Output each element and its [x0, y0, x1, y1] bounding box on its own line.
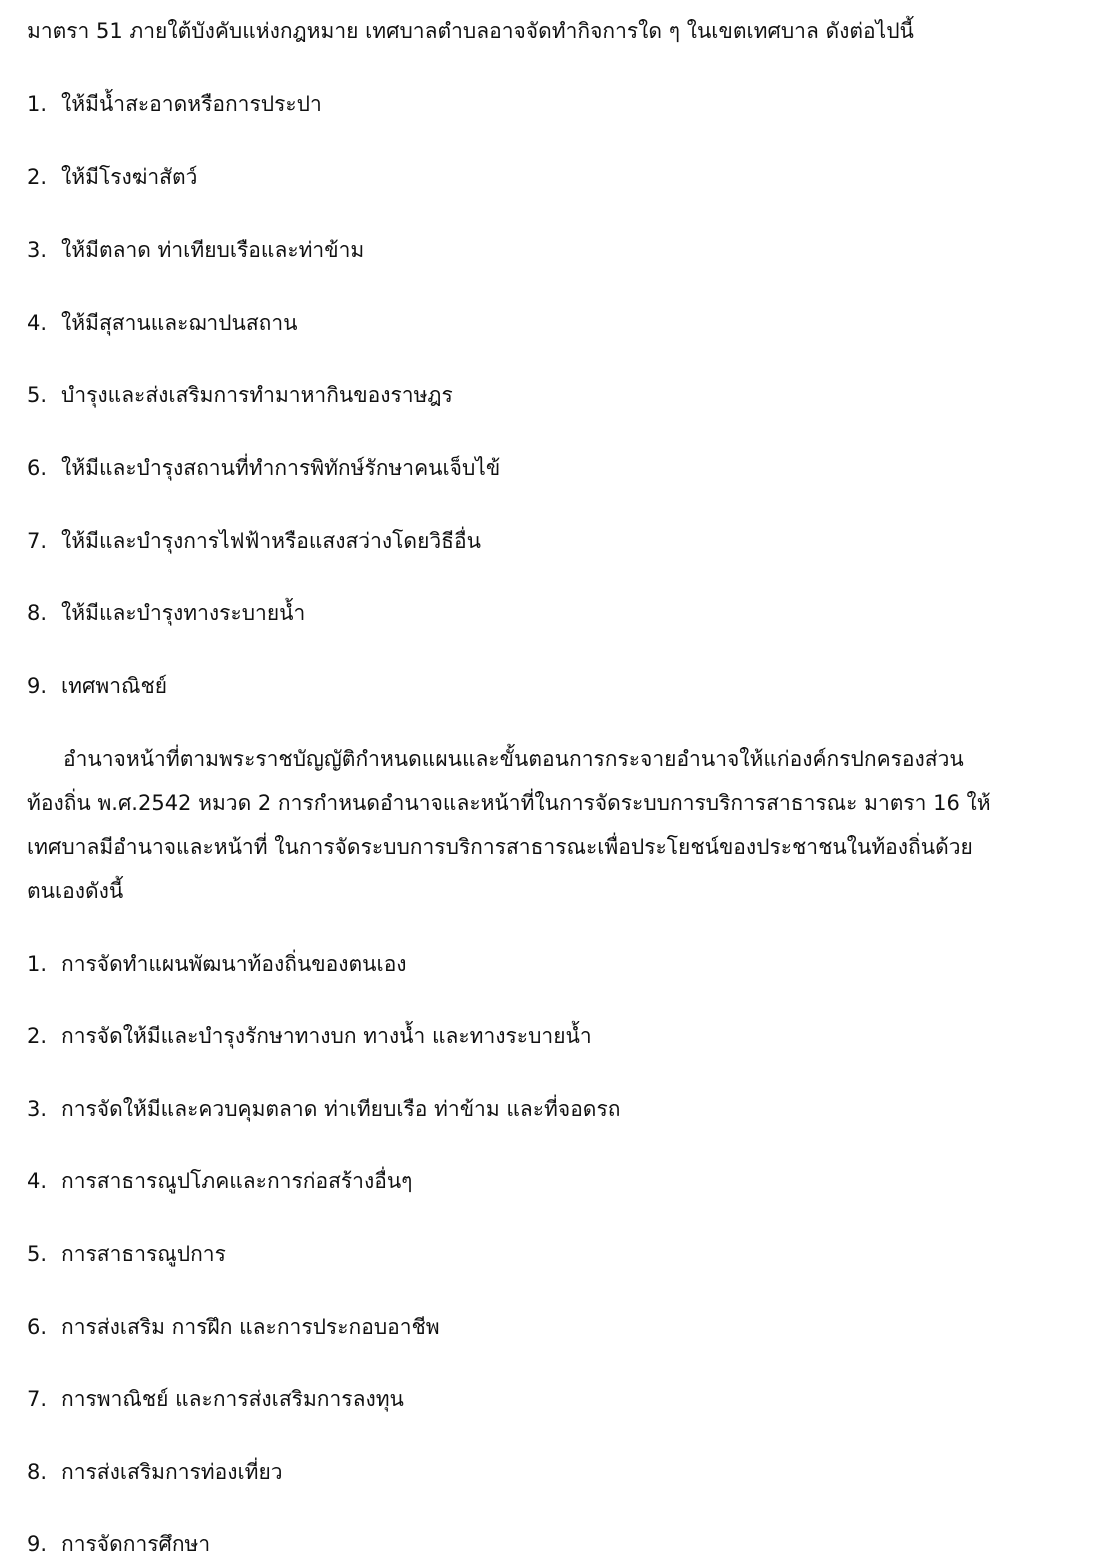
- paragraph-line: ท้องถิ่น พ.ศ.2542 หมวด 2 การกำหนดอำนาจและหน้าที่ในการจัดระบบการบริการสาธารณะ มาตรา 16 ให้: [27, 791, 991, 815]
- list-item: [27, 527, 481, 555]
- list-item-number: 8.: [27, 601, 48, 625]
- list-item-text: ให้มีและบำรุงสถานที่ทำการพิทักษ์รักษาคนเจ็บไข้: [61, 456, 501, 480]
- list-item-number: 7.: [27, 1387, 48, 1411]
- list-item-number: 2.: [27, 165, 48, 189]
- list-item: [27, 163, 197, 191]
- list-item-number: 3.: [27, 238, 48, 262]
- list-item-text: การสาธารณูปการ: [61, 1242, 226, 1266]
- list-item-text: เทศพาณิชย์: [61, 674, 168, 698]
- list-item-text: การจัดให้มีและบำรุงรักษาทางบก ทางน้ำ และทางระบายน้ำ: [61, 1024, 592, 1048]
- paragraph-line: เทศบาลมีอำนาจและหน้าที่ ในการจัดระบบการบริการสาธารณะเพื่อประโยชน์ของประชาชนในท้องถิ่นด้วย: [27, 835, 973, 859]
- list-item: [27, 672, 167, 700]
- list-item-number: 3.: [27, 1097, 48, 1121]
- list-item: [27, 599, 305, 627]
- list-item: [27, 1022, 592, 1050]
- list-item: [27, 1313, 440, 1341]
- list-item-number: 2.: [27, 1024, 48, 1048]
- list-item: [27, 1385, 404, 1413]
- list-item-number: 5.: [27, 383, 48, 407]
- list-item-number: 4.: [27, 1169, 48, 1193]
- list-item-text: บำรุงและส่งเสริมการทำมาหากินของราษฎร: [61, 383, 453, 407]
- list-item-text: ให้มีตลาด ท่าเทียบเรือและท่าข้าม: [61, 238, 365, 262]
- list-item-number: 1.: [27, 952, 48, 976]
- list-item-number: 8.: [27, 1460, 48, 1484]
- list-item-number: 6.: [27, 1315, 48, 1339]
- list-item: [27, 1458, 283, 1486]
- list-item-number: 4.: [27, 311, 48, 335]
- list-item: [27, 950, 407, 978]
- list-item-text: การจัดให้มีและควบคุมตลาด ท่าเทียบเรือ ท่าข้าม และที่จอดรถ: [61, 1097, 621, 1121]
- list-item: [27, 454, 500, 482]
- list-item-text: การส่งเสริมการท่องเที่ยว: [61, 1460, 283, 1484]
- list-item: [27, 1167, 412, 1195]
- list-item-number: 5.: [27, 1242, 48, 1266]
- list-item-number: 1.: [27, 92, 48, 116]
- list-item-number: 9.: [27, 1532, 48, 1556]
- list-item-text: การสาธารณูปโภคและการก่อสร้างอื่นๆ: [61, 1169, 413, 1193]
- paragraph-line: ตนเองดังนี้: [27, 879, 124, 903]
- list-item: [27, 381, 453, 409]
- list-item-text: การจัดการศึกษา: [61, 1532, 211, 1556]
- list-item-text: ให้มีและบำรุงการไฟฟ้าหรือแสงสว่างโดยวิธีอื่น: [61, 529, 481, 553]
- list-item: [27, 236, 364, 264]
- paragraph-line: อำนาจหน้าที่ตามพระราชบัญญัติกำหนดแผนและขั้นตอนการกระจายอำนาจให้แก่องค์กรปกครองส่วน: [63, 747, 964, 771]
- list-item-text: การพาณิชย์ และการส่งเสริมการลงทุน: [61, 1387, 404, 1411]
- list-item-text: ให้มีและบำรุงทางระบายน้ำ: [61, 601, 306, 625]
- list-item: [27, 1240, 226, 1268]
- list-item-number: 7.: [27, 529, 48, 553]
- list-item-text: การจัดทำแผนพัฒนาท้องถิ่นของตนเอง: [61, 952, 407, 976]
- list-item-text: ให้มีสุสานและฌาปนสถาน: [61, 311, 298, 335]
- list-item: [27, 309, 298, 337]
- list-item-number: 9.: [27, 674, 48, 698]
- list-item: [27, 90, 322, 118]
- list-item-text: ให้มีโรงฆ่าสัตว์: [61, 165, 198, 189]
- list-item-number: 6.: [27, 456, 48, 480]
- list-item: [27, 1095, 620, 1123]
- list-item-text: การส่งเสริม การฝึก และการประกอบอาชีพ: [61, 1315, 440, 1339]
- section-51-heading: มาตรา 51 ภายใต้บังคับแห่งกฎหมาย เทศบาลตำบลอาจจัดทำกิจการใด ๆ ในเขตเทศบาล ดังต่อไปนี้: [27, 19, 914, 43]
- list-item: [27, 1530, 210, 1558]
- list-item-text: ให้มีน้ำสะอาดหรือการประปา: [61, 92, 322, 116]
